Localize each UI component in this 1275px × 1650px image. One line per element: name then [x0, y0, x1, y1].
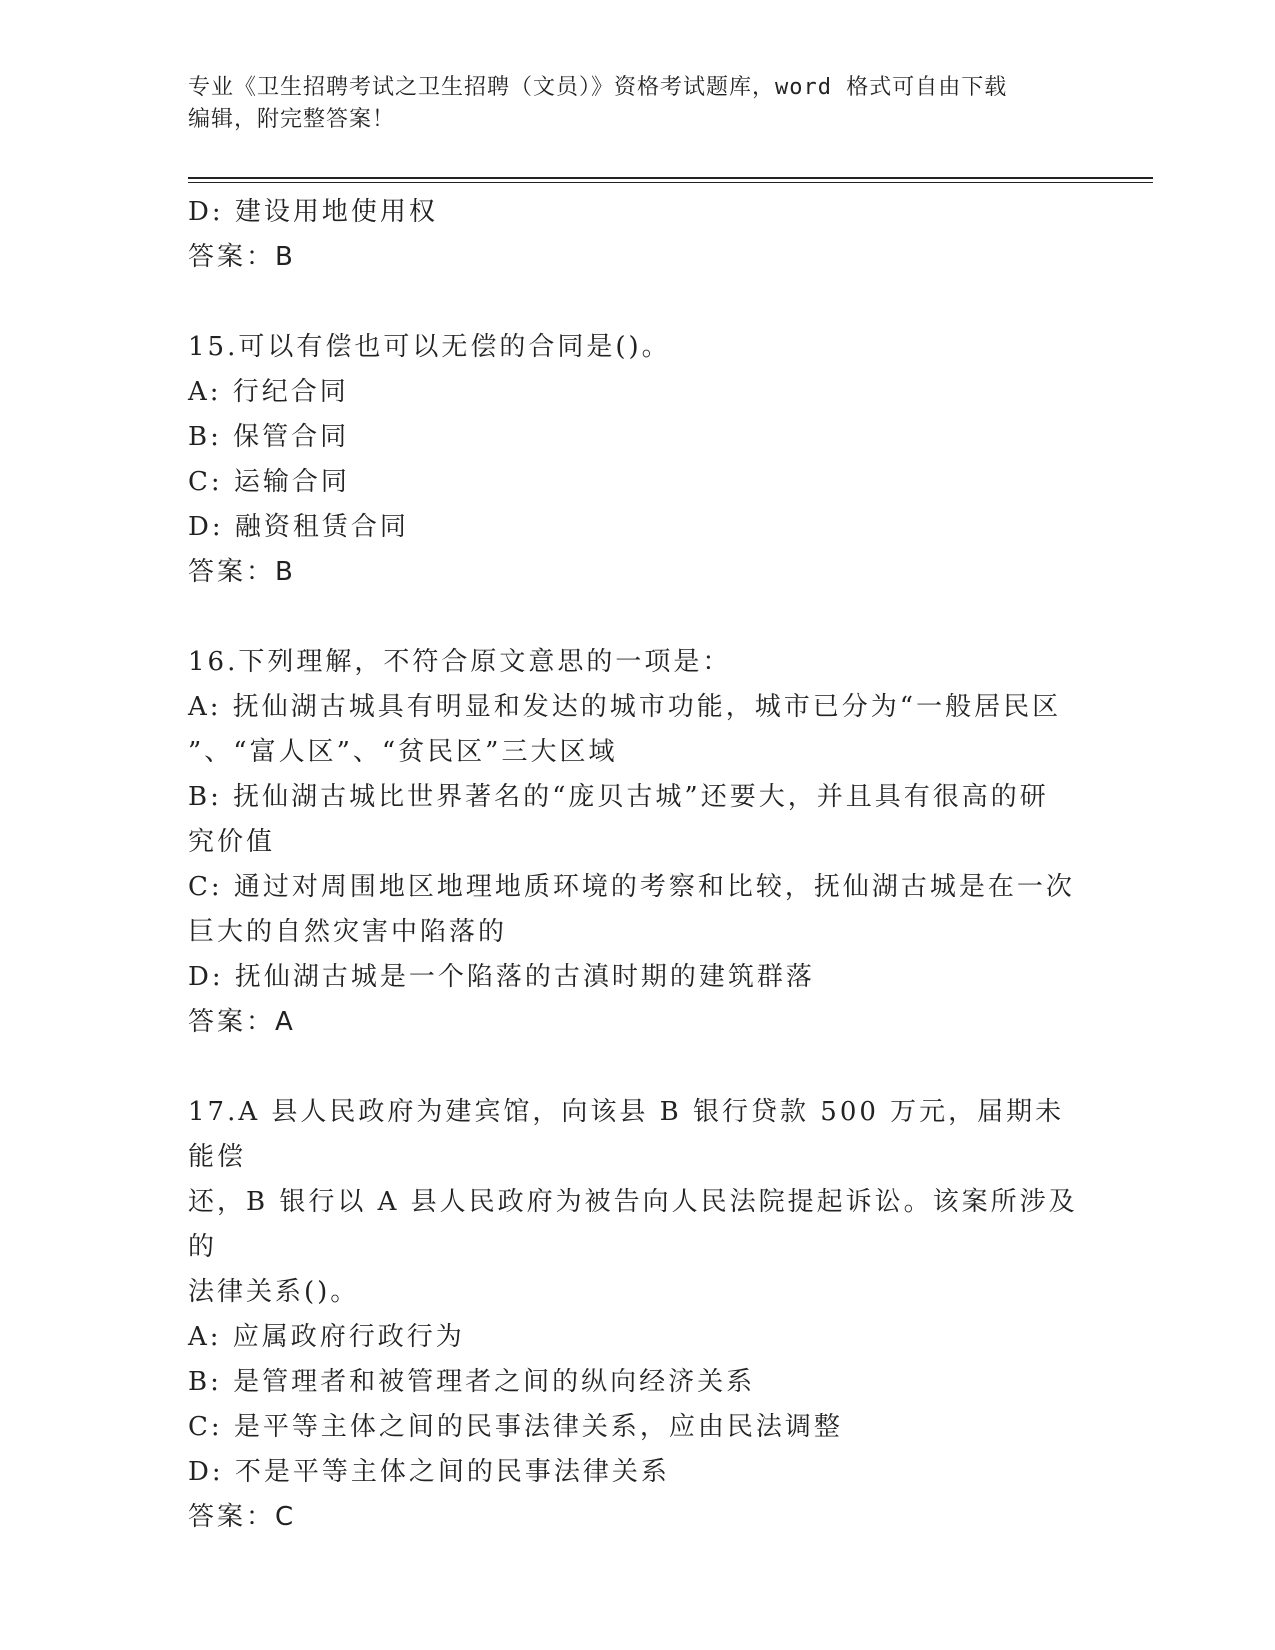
option-a: A: 应属政府行政行为	[188, 1322, 465, 1352]
option-a: A: 行纪合同	[188, 377, 349, 407]
option-d: D: 抚仙湖古城是一个陷落的古滇时期的建筑群落	[188, 962, 815, 992]
answer-line: 答案：B	[188, 242, 296, 272]
option-b: B: 是管理者和被管理者之间的纵向经济关系	[188, 1367, 756, 1397]
answer-line: 答案：A	[188, 1007, 296, 1037]
header-line-1: 专业《卫生招聘考试之卫生招聘（文员）》资格考试题库，word 格式可自由下载	[188, 75, 1008, 100]
header-line-2: 编辑，附完整答案！	[188, 107, 396, 132]
option-c: C: 是平等主体之间的民事法律关系，应由民法调整	[188, 1412, 843, 1442]
header-rule-thick	[188, 177, 1153, 179]
answer-line: 答案：B	[188, 557, 296, 587]
document-header	[188, 72, 1088, 136]
previous-question-tail	[188, 190, 1088, 280]
question-stem: 16.下列理解，不符合原文意思的一项是：	[188, 647, 732, 677]
option-c: C: 运输合同	[188, 467, 350, 497]
option-d: D: 建设用地使用权	[188, 197, 438, 227]
question-17	[188, 1090, 1088, 1540]
question-stem-continued: 还，B 银行以 A 县人民政府为被告向人民法院提起诉讼。该案所涉及的	[188, 1187, 1078, 1262]
option-b: B: 保管合同	[188, 422, 350, 452]
option-a: A: 抚仙湖古城具有明显和发达的城市功能，城市已分为“一般居民区	[188, 692, 1062, 722]
option-d: D: 融资租赁合同	[188, 512, 409, 542]
answer-line: 答案：C	[188, 1502, 297, 1532]
option-a-continued: ”、“富人区”、“贫民区”三大区域	[188, 737, 618, 767]
option-d: D: 不是平等主体之间的民事法律关系	[188, 1457, 670, 1487]
option-c: C: 通过对周围地区地理地质环境的考察和比较，抚仙湖古城是在一次	[188, 872, 1075, 902]
question-stem-continued: 法律关系()。	[188, 1277, 360, 1307]
question-stem: 15.可以有偿也可以无偿的合同是()。	[188, 332, 671, 362]
option-b-continued: 究价值	[188, 827, 276, 857]
question-15	[188, 325, 1088, 595]
question-stem: 17.A 县人民政府为建宾馆，向该县 B 银行贷款 500 万元，届期未能偿	[188, 1097, 1065, 1172]
question-16	[188, 640, 1088, 1045]
document-body	[188, 190, 1088, 1540]
header-rule-thin	[188, 182, 1153, 183]
option-b: B: 抚仙湖古城比世界著名的“庞贝古城”还要大，并且具有很高的研	[188, 782, 1049, 812]
option-c-continued: 巨大的自然灾害中陷落的	[188, 917, 508, 947]
